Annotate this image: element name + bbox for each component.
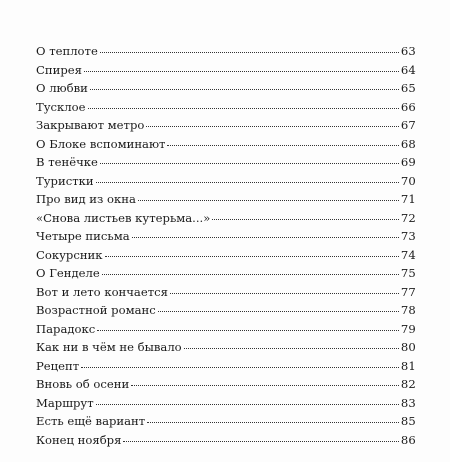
dot-leader xyxy=(184,348,399,349)
toc-entry-page: 69 xyxy=(400,155,416,169)
toc-entry-title: Есть ещё вариант xyxy=(36,414,146,428)
toc-entry-title: Как ни в чём не бывало xyxy=(36,340,182,354)
dot-leader xyxy=(102,274,399,275)
toc-entry-title: В тенёчке xyxy=(36,155,98,169)
toc-entry xyxy=(36,172,416,191)
dot-leader xyxy=(90,89,399,90)
toc-entry-title: О теплоте xyxy=(36,44,98,58)
toc-entry xyxy=(36,338,416,357)
dot-leader xyxy=(147,422,399,423)
toc-entry-title: Парадокс xyxy=(36,321,96,336)
toc-entry-title: Спирея xyxy=(36,62,82,77)
dot-leader xyxy=(100,52,399,53)
toc-entry-title: Вновь об осени xyxy=(36,377,130,391)
toc-entry xyxy=(36,42,416,61)
dot-leader xyxy=(84,71,399,72)
toc-entry-page: 77 xyxy=(400,284,416,299)
dot-leader xyxy=(132,237,399,238)
dot-leader xyxy=(158,311,399,312)
dot-leader xyxy=(212,219,399,220)
dot-leader xyxy=(138,200,399,201)
toc-entry-title: Сокурсник xyxy=(36,247,103,262)
dot-leader xyxy=(96,404,399,405)
toc-entry-page: 79 xyxy=(400,321,416,336)
toc-entry-title: Туристки xyxy=(36,173,94,188)
toc-entry xyxy=(36,431,416,450)
dot-leader xyxy=(105,256,399,257)
dot-leader xyxy=(146,126,398,127)
toc-entry-page: 68 xyxy=(400,136,416,151)
toc-entry xyxy=(36,227,416,246)
dot-leader xyxy=(97,330,399,331)
toc-entry-page: 83 xyxy=(400,395,416,410)
toc-entry-page: 64 xyxy=(400,62,416,77)
dot-leader xyxy=(81,367,399,368)
dot-leader xyxy=(88,108,399,109)
toc-entry-title: Рецепт xyxy=(36,358,80,373)
dot-leader xyxy=(170,293,399,294)
toc-entry xyxy=(36,264,416,283)
toc-entry-page: 70 xyxy=(400,173,416,188)
toc-entry xyxy=(36,135,416,154)
toc-entry xyxy=(36,98,416,117)
toc-entry-title: Конец ноября xyxy=(36,432,122,447)
toc-entry-page: 73 xyxy=(400,229,416,243)
toc-entry xyxy=(36,394,416,413)
toc-entry-page: 82 xyxy=(400,377,416,391)
toc-entry-page: 72 xyxy=(400,210,416,225)
toc-entry-page: 85 xyxy=(400,414,416,428)
toc-entry-title: О любви xyxy=(36,81,88,95)
toc-entry-title: Вот и лето кончается xyxy=(36,284,168,299)
toc-entry xyxy=(36,246,416,265)
toc-entry xyxy=(36,412,416,431)
toc-entry xyxy=(36,79,416,98)
toc-entry-page: 75 xyxy=(400,266,416,280)
toc-entry xyxy=(36,61,416,80)
table-of-contents xyxy=(36,42,416,449)
toc-entry xyxy=(36,190,416,209)
toc-entry-page: 86 xyxy=(400,432,416,447)
dot-leader xyxy=(167,145,398,146)
dot-leader xyxy=(96,182,399,183)
toc-entry-title: Закрывают метро xyxy=(36,118,145,132)
dot-leader xyxy=(123,441,398,442)
toc-entry-page: 81 xyxy=(400,358,416,373)
toc-entry-title: Возрастной романс xyxy=(36,303,156,317)
toc-entry xyxy=(36,357,416,376)
toc-entry-page: 65 xyxy=(400,81,416,95)
toc-entry-title: Маршрут xyxy=(36,395,94,410)
toc-entry-page: 78 xyxy=(400,303,416,317)
toc-entry-page: 66 xyxy=(400,99,416,114)
toc-entry-page: 71 xyxy=(400,192,416,206)
toc-entry xyxy=(36,320,416,339)
dot-leader xyxy=(100,163,399,164)
toc-entry xyxy=(36,301,416,320)
toc-entry-title: О Блоке вспоминают xyxy=(36,136,166,151)
toc-entry xyxy=(36,209,416,228)
toc-entry-page: 74 xyxy=(400,247,416,262)
toc-entry xyxy=(36,283,416,302)
toc-entry-title: О Генделе xyxy=(36,266,100,280)
toc-entry-title: Тусклое xyxy=(36,99,86,114)
toc-entry-title: Про вид из окна xyxy=(36,192,136,206)
toc-entry xyxy=(36,375,416,394)
toc-entry-page: 63 xyxy=(400,44,416,58)
toc-entry-title: Четыре письма xyxy=(36,229,130,243)
toc-entry xyxy=(36,116,416,135)
toc-entry xyxy=(36,153,416,172)
toc-entry-title: «Снова листьев кутерьма...» xyxy=(36,210,211,225)
dot-leader xyxy=(131,385,399,386)
toc-entry-page: 67 xyxy=(400,118,416,132)
toc-entry-page: 80 xyxy=(400,340,416,354)
